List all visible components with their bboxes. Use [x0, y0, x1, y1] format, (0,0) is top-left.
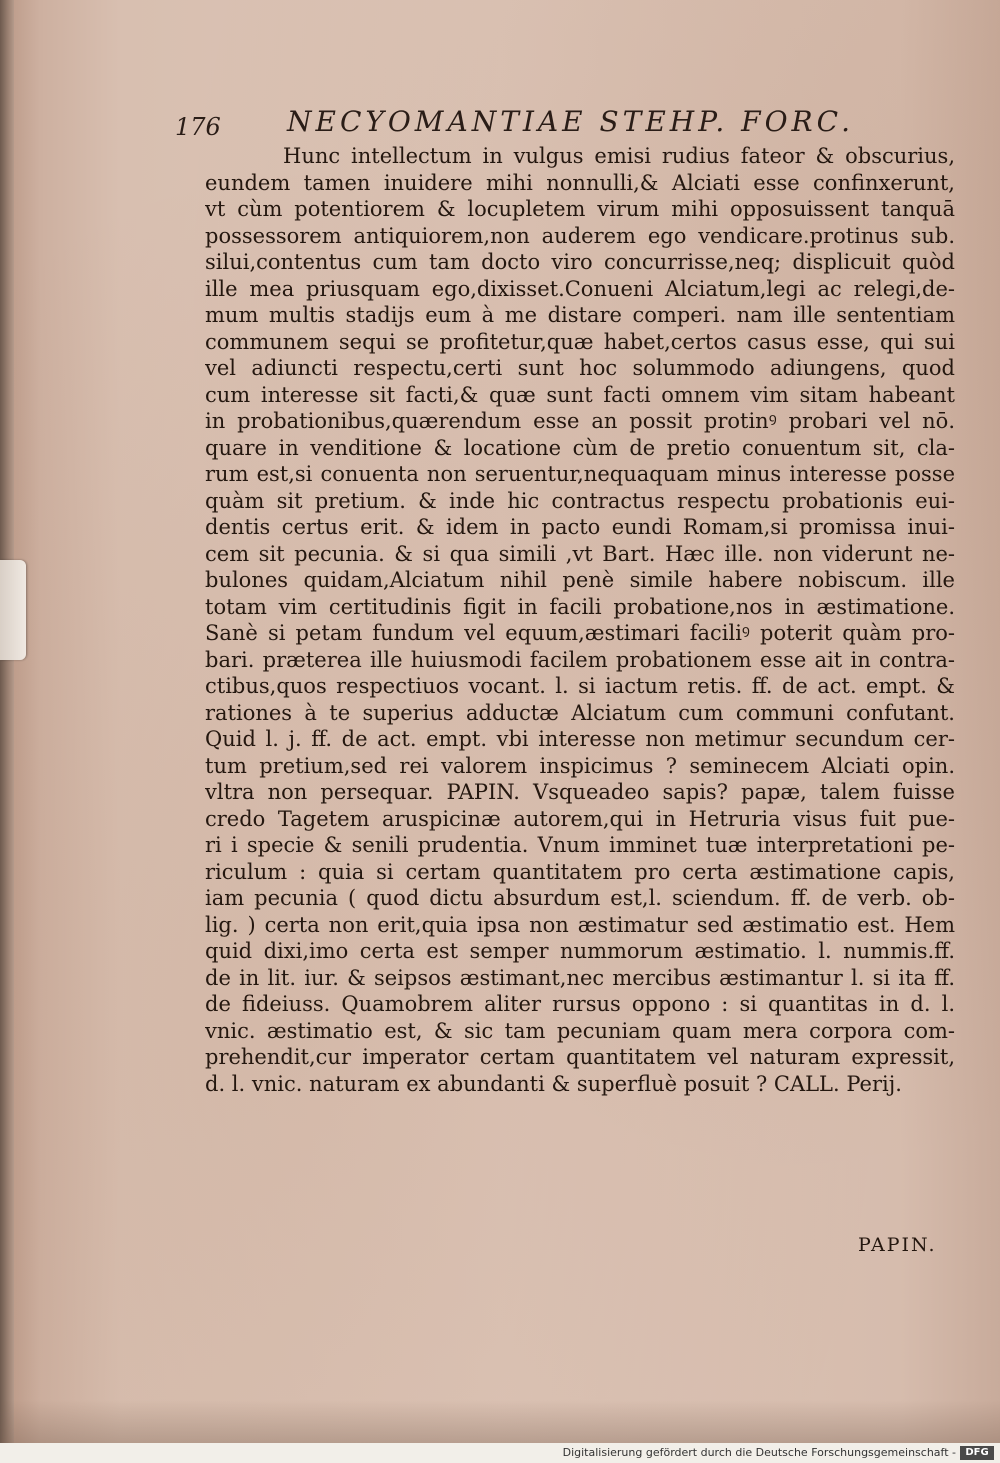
text-line: de in lit. iur. & seipsos æstimant,nec mercibus æstimantur l. si ita ff. [205, 965, 955, 990]
text-line: prehendit,cur imperator certam quantitatem vel naturam expressit, [205, 1045, 955, 1069]
text-line: de fideiuss. Quamobrem aliter rursus oppono : si quantitas in d. l. [205, 992, 955, 1016]
page-number: 176 [175, 113, 221, 141]
text-line: dentis certus erit. & idem in pacto eundi Romam,si promissa inui- [205, 515, 955, 539]
text-line: Hunc intellectum in vulgus emisi rudius fateor & obscurius, [283, 144, 955, 168]
text-line: silui,contentus cum tam docto viro concurrisse,neq; displicuit quòd [205, 250, 955, 274]
catchword: PAPIN. [858, 1234, 937, 1256]
text-line: vt cùm potentiorem & locupletem virum mihi opposuissent tanquā [205, 197, 955, 221]
text-line: eundem tamen inuidere mihi nonnulli,& Alciati esse confinxerunt, [205, 170, 955, 195]
text-line: vltra non persequar. PAPIN. Vsqueadeo sapis? papæ, talem fuisse [205, 780, 955, 804]
text-line: cum interesse sit facti,& quæ sunt facti omnem vim sitam habeant [205, 382, 955, 407]
text-line: Sanè si petam fundum vel equum,æstimari faciliꝰ poterit quàm pro- [205, 621, 955, 645]
text-line: mum multis stadijs eum à me distare comperi. nam ille sententiam [205, 303, 955, 327]
running-head: NECYOMANTIAE STEHP. FORC. [287, 105, 854, 138]
page-binding-edge [0, 0, 14, 1443]
text-line: vnic. æstimatio est, & sic tam pecuniam quam mera corpora com- [205, 1018, 955, 1043]
text-line: quid dixi,imo certa est semper nummorum æstimatio. l. nummis.ff. [205, 939, 955, 963]
text-line: credo Tagetem aruspicinæ autorem,qui in Hetruria visus fuit pue- [205, 806, 955, 831]
text-line: cem sit pecunia. & si qua simili ,vt Bart. Hæc ille. non viderunt ne- [205, 541, 955, 566]
text-line: quàm sit pretium. & inde hic contractus respectu probationis eui- [205, 488, 955, 513]
text-line: ctibus,quos respectiuos vocant. l. si iactum retis. ff. de act. empt. & [205, 674, 955, 698]
text-line: bulones quidam,Alciatum nihil penè simile habere nobiscum. ille [205, 568, 955, 592]
page-clip [0, 560, 26, 660]
dfg-logo: DFG [960, 1446, 994, 1460]
text-line: bari. præterea ille huiusmodi facilem probationem esse ait in contra- [205, 647, 955, 672]
text-line: in probationibus,quærendum esse an possit protinꝰ probari vel nō. [205, 409, 955, 433]
text-line: lig. ) certa non erit,quia ipsa non æstimatur sed æstimatio est. Hem [205, 912, 955, 937]
text-line: iam pecunia ( quod dictu absurdum est,l. sciendum. ff. de verb. ob- [205, 886, 955, 910]
digitization-credit: Digitalisierung gefördert durch die Deutsche Forschungsgemeinschaft - [562, 1446, 956, 1459]
text-line: rationes à te superius adductæ Alciatum cum communi confutant. [205, 700, 955, 725]
text-line: ille mea priusquam ego,dixisset.Conueni Alciatum,legi ac relegi,de- [205, 276, 955, 301]
text-line: ri i specie & senili prudentia. Vnum imminet tuæ interpretationi pe- [205, 833, 955, 857]
page-header [175, 105, 965, 145]
text-line: d. l. vnic. naturam ex abundanti & superfluè posuit ? CALL. Perij. [205, 1071, 902, 1096]
text-line: totam vim certitudinis figit in facili probatione,nos in æstimatione. [205, 594, 955, 619]
text-line: communem sequi se profitetur,quæ habet,certos casus esse, qui sui [205, 329, 955, 354]
text-line: rum est,si conuenta non seruentur,nequaquam minus interesse posse [205, 462, 955, 486]
footer [0, 1443, 1000, 1463]
text-line: Quid l. j. ff. de act. empt. vbi interesse non metimur secundum cer- [205, 727, 955, 751]
text-line: possessorem antiquiorem,non auderem ego vendicare.protinus sub. [205, 223, 955, 248]
text-line: riculum : quia si certam quantitatem pro certa æstimatione capis, [205, 859, 955, 884]
text-line: tum pretium,sed rei valorem inspicimus ? seminecem Alciati opin. [205, 753, 955, 778]
body-text [205, 143, 955, 1097]
text-line: vel adiuncti respectu,certi sunt hoc solummodo adiungens, quod [205, 356, 955, 380]
page-bottom-edge [0, 1400, 1000, 1443]
text-line: quare in venditione & locatione cùm de pretio conuentum sit, cla- [205, 435, 955, 460]
